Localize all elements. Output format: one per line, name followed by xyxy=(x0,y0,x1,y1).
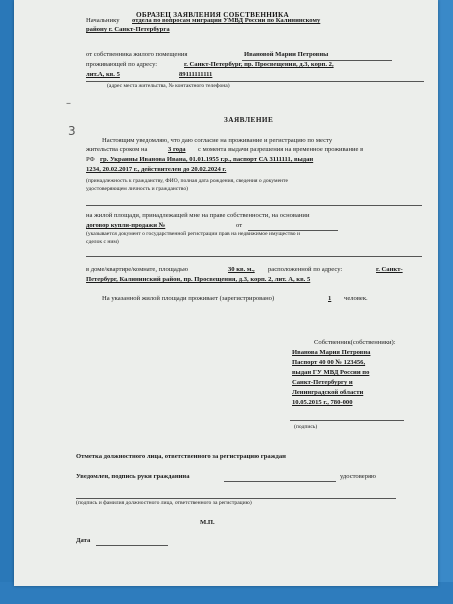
p3-line-1c: г. Санкт- xyxy=(376,266,403,273)
p1-line-3a: РФ xyxy=(86,156,95,163)
statement-title: ЗАЯВЛЕНИЕ xyxy=(224,116,274,124)
address-line-2: лит.А, кв. 5 xyxy=(86,71,120,78)
stamp-place: М.П. xyxy=(200,519,215,526)
owner-signature-caption: (подпись) xyxy=(294,424,318,430)
p1-line-2b: с момента выдачи разрешения на временное проживание в xyxy=(198,146,364,153)
p4-b: человек. xyxy=(344,295,368,302)
to-district: району г. Санкт-Петербурга xyxy=(86,26,170,33)
stay-term: 3 года xyxy=(168,146,186,153)
owner-issued-1: выдан ГУ МВД России по xyxy=(292,369,370,376)
owner-passport: Паспорт 40 00 № 123456, xyxy=(292,359,366,366)
official-mark-title: Отметка должностного лица, ответственного за регистрацию граждан xyxy=(76,453,286,460)
owner-issued-4: 10.05.2015 г., 780-000 xyxy=(292,399,353,406)
p3-line-1b: расположенной по адресу: xyxy=(268,266,343,273)
ownership-doc-from: от xyxy=(236,222,243,229)
address-caption: (адрес места жительства, № контактного телефона) xyxy=(107,83,230,89)
owners-caption: Собственник(собственники): xyxy=(314,339,396,346)
owner-issued-3: Ленинградской области xyxy=(292,389,364,396)
from-prefix: от собственника жилого помещения xyxy=(86,51,188,58)
caption-doc-1: (указывается документ о государственной регистрации прав на недвижимое имущество и xyxy=(86,231,300,237)
ownership-doc: договор купли-продажи № xyxy=(86,222,166,229)
address-line xyxy=(86,81,424,82)
apartment-address: Петербург, Калининский район, пр. Просвещения, д.3, корп. 2, лит. А, кв. 5 xyxy=(86,276,311,283)
p1-line-2a: жительства сроком на xyxy=(86,146,148,153)
blank-line-2 xyxy=(86,256,422,257)
handwritten-margin-mark: 3 xyxy=(68,124,76,138)
p1-line-1: Настоящим уведомляю, что даю согласие на проживание и регистрацию по месту xyxy=(102,137,333,144)
p3-line-1a: в доме/квартире/комнате, площадью xyxy=(86,266,189,273)
owner-issued-2: Санкт-Петербургу и xyxy=(292,379,353,386)
official-signature-line xyxy=(76,498,396,499)
residents-count: 1 xyxy=(328,295,332,302)
to-department: отдела по вопросам миграции УМВД России по Калининскому xyxy=(132,17,321,24)
blank-line-1 xyxy=(86,205,422,206)
residing-prefix: проживающей по адресу: xyxy=(86,61,158,68)
p2-line-1: на жилой площади, принадлежащей мне на праве собственности, на основании xyxy=(86,212,310,219)
document-title: ОБРАЗЕЦ ЗАЯВЛЕНИЯ СОБСТВЕННИКА xyxy=(136,11,290,19)
handwritten-dash: – xyxy=(66,98,71,109)
owner-name-header: Ивановой Марии Петровны xyxy=(244,51,329,58)
address-line-1: г. Санкт-Петербург, пр. Просвещения, д.3, корп. 2, xyxy=(184,61,334,68)
official-caption: (подпись и фамилия должностного лица, ответственного за регистрацию) xyxy=(76,500,252,506)
caption-doc-2: сделок с ним) xyxy=(86,239,119,245)
apartment-area: 30 кв. м., xyxy=(228,266,255,273)
to-prefix: Начальнику xyxy=(86,17,120,24)
owner-signature-line xyxy=(290,420,404,421)
owner-phone: 89111111111 xyxy=(179,71,213,78)
owner-name: Иванова Мария Петровна xyxy=(292,349,371,356)
caption-citizen-1: (принадлежность к гражданству, ФИО, полная дата рождения, сведения о документе xyxy=(86,178,288,184)
date-line xyxy=(96,545,168,546)
p4-a: На указанной жилой площади проживает (зарегистрировано) xyxy=(102,295,275,302)
passport-validity: 1234, 20.02.2017 г., действителен до 20.02.2024 г. xyxy=(86,166,227,173)
notified-end: удостоверяю xyxy=(340,473,376,480)
notified-label: Уведомлен, подпись руки гражданина xyxy=(76,473,190,480)
caption-citizen-2: удостоверяющем личность и гражданство) xyxy=(86,186,188,192)
date-label: Дата xyxy=(76,537,91,544)
citizen-info: гр. Украины Иванова Ивана, 01.01.1955 г.р., паспорт СА 3111111, выдан xyxy=(100,156,314,163)
citizen-signature-line xyxy=(224,481,336,482)
document-sheet xyxy=(14,0,438,586)
